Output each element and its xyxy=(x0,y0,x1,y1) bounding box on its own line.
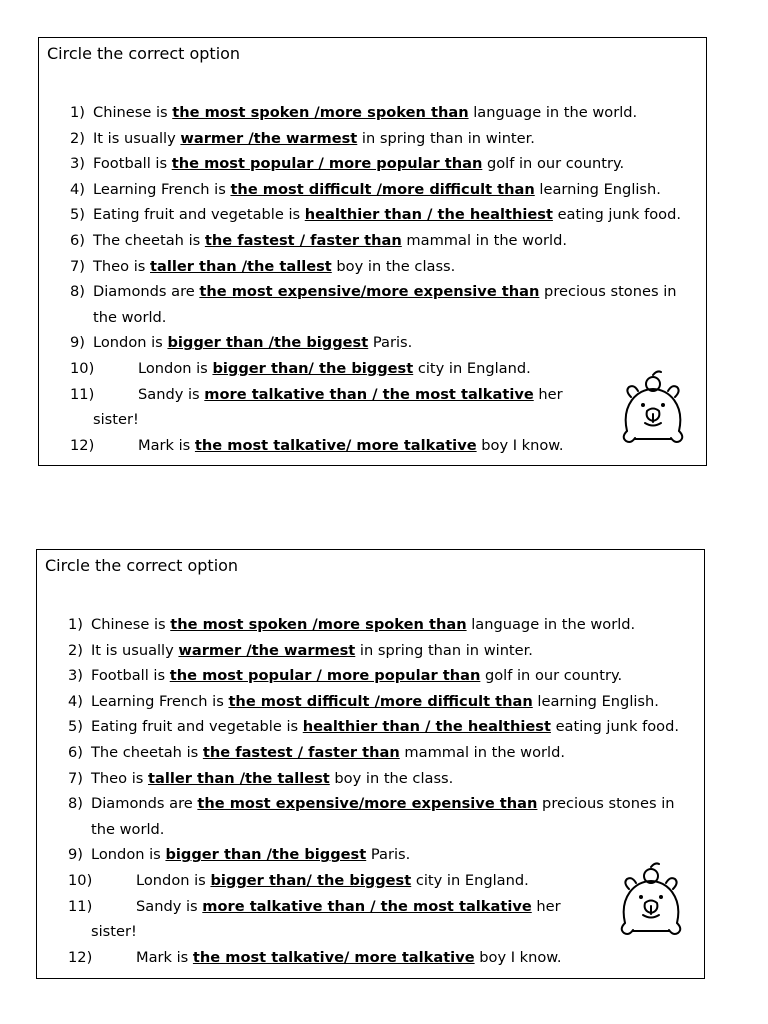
question-number: 6) xyxy=(70,231,85,249)
question-sentence xyxy=(138,382,563,408)
answer-options[interactable]: more talkative than / the most talkative xyxy=(202,897,532,915)
sentence-start: Mark is xyxy=(138,436,195,454)
sentence-end: in spring than in winter. xyxy=(357,129,535,147)
answer-options[interactable]: the most spoken /more spoken than xyxy=(170,616,467,633)
question-continuation xyxy=(39,305,729,331)
question-number: 2) xyxy=(70,129,85,147)
question-sentence xyxy=(93,126,535,152)
question-item xyxy=(39,279,729,305)
question-number: 7) xyxy=(68,769,83,787)
sentence-start: Eating fruit and vegetable is xyxy=(93,206,305,224)
question-sentence xyxy=(136,894,561,920)
question-sentence xyxy=(93,228,567,254)
question-number: 8) xyxy=(70,283,85,301)
question-item xyxy=(39,100,729,126)
sentence-start: Sandy is xyxy=(136,897,203,915)
answer-options[interactable]: the most expensive/more expensive than xyxy=(199,283,540,301)
sentence-start: The cheetah is xyxy=(93,231,205,249)
question-item xyxy=(37,612,727,638)
answer-options[interactable]: the most spoken /more spoken than xyxy=(172,104,469,121)
answer-options[interactable]: the most popular / more popular than xyxy=(171,155,483,173)
question-number: 9) xyxy=(68,846,83,864)
answer-options[interactable]: taller than /the tallest xyxy=(148,769,330,787)
sentence-end: precious stones in xyxy=(539,283,677,301)
question-item xyxy=(37,791,727,817)
answer-options[interactable]: warmer /the warmest xyxy=(180,129,358,147)
question-sentence xyxy=(91,714,679,740)
answer-options[interactable]: taller than /the tallest xyxy=(150,257,332,275)
sentence-end: learning English. xyxy=(532,692,659,710)
sentence-start: Learning French is xyxy=(93,180,231,198)
sentence-end: boy I know. xyxy=(474,948,562,966)
question-item xyxy=(39,126,729,152)
question-sentence xyxy=(91,689,659,715)
question-sentence xyxy=(91,663,622,689)
question-item xyxy=(39,177,729,203)
sentence-end: boy in the class. xyxy=(331,257,456,275)
question-number: 12) xyxy=(70,436,95,454)
sentence-end: precious stones in xyxy=(537,795,675,813)
sentence-start: Theo is xyxy=(91,769,149,787)
question-number: 4) xyxy=(68,692,83,710)
sentence-end: her xyxy=(531,897,561,915)
sentence-continuation: the world. xyxy=(93,308,167,326)
worksheet-title: Circle the correct option xyxy=(47,44,241,63)
sentence-start: It is usually xyxy=(91,641,179,659)
sentence-start: The cheetah is xyxy=(91,743,203,761)
sentence-start: Chinese is xyxy=(91,616,171,633)
sentence-start: Diamonds are xyxy=(91,795,198,813)
question-item xyxy=(37,689,727,715)
question-item xyxy=(37,766,727,792)
question-item xyxy=(39,202,729,228)
question-item xyxy=(37,740,727,766)
sentence-end: golf in our country. xyxy=(480,667,623,685)
sentence-continuation: the world. xyxy=(91,820,165,838)
question-sentence xyxy=(91,791,675,817)
answer-options[interactable]: the most expensive/more expensive than xyxy=(197,795,538,813)
question-number: 10) xyxy=(70,359,95,377)
sentence-start: Mark is xyxy=(136,948,193,966)
sentence-end: eating junk food. xyxy=(550,718,679,736)
question-number: 11) xyxy=(70,385,95,403)
question-number: 5) xyxy=(70,206,85,224)
capybara-with-orange-icon xyxy=(615,861,687,941)
question-number: 8) xyxy=(68,795,83,813)
answer-options[interactable]: the most popular / more popular than xyxy=(169,667,481,685)
sentence-end: mammal in the world. xyxy=(399,743,566,761)
question-sentence xyxy=(93,279,677,305)
question-sentence xyxy=(136,945,562,971)
sentence-start: London is xyxy=(91,846,166,864)
question-number: 9) xyxy=(70,334,85,352)
question-item xyxy=(37,638,727,664)
question-item xyxy=(39,151,729,177)
sentence-end: city in England. xyxy=(413,359,531,377)
sentence-start: London is xyxy=(93,334,168,352)
question-sentence xyxy=(91,612,635,638)
answer-options[interactable]: the fastest / faster than xyxy=(202,743,400,761)
question-item xyxy=(37,663,727,689)
worksheet-title: Circle the correct option xyxy=(45,556,239,575)
question-sentence xyxy=(138,433,564,459)
sentence-end: boy in the class. xyxy=(329,769,454,787)
question-item xyxy=(39,228,729,254)
sentence-start: Sandy is xyxy=(138,385,205,403)
answer-options[interactable]: the most difficult /more difficult than xyxy=(228,692,533,710)
question-item xyxy=(39,330,729,356)
question-number: 4) xyxy=(70,180,85,198)
question-sentence xyxy=(91,638,533,664)
answer-options[interactable]: more talkative than / the most talkative xyxy=(204,385,534,403)
sentence-end: Paris. xyxy=(366,846,411,864)
sentence-start: London is xyxy=(136,871,211,889)
sentence-start: London is xyxy=(138,359,213,377)
sentence-end: learning English. xyxy=(534,180,661,198)
answer-options[interactable]: the fastest / faster than xyxy=(204,231,402,249)
question-number: 2) xyxy=(68,641,83,659)
sentence-continuation: sister! xyxy=(91,923,137,941)
question-number: 12) xyxy=(68,948,93,966)
question-sentence xyxy=(93,254,455,280)
sentence-start: Theo is xyxy=(93,257,151,275)
question-number: 6) xyxy=(68,743,83,761)
question-item xyxy=(39,254,729,280)
sentence-end: mammal in the world. xyxy=(401,231,568,249)
sentence-start: Eating fruit and vegetable is xyxy=(91,718,303,736)
answer-options[interactable]: the most talkative/ more talkative xyxy=(194,436,477,454)
question-number: 7) xyxy=(70,257,85,275)
question-item xyxy=(37,945,727,971)
question-sentence xyxy=(138,356,531,382)
question-number: 10) xyxy=(68,871,93,889)
sentence-start: Learning French is xyxy=(91,692,229,710)
answer-options[interactable]: bigger than /the biggest xyxy=(165,846,367,864)
sentence-start: Chinese is xyxy=(93,104,173,121)
answer-options[interactable]: bigger than/ the biggest xyxy=(210,871,412,889)
sentence-end: language in the world. xyxy=(468,104,638,121)
question-sentence xyxy=(93,100,637,126)
question-number: 3) xyxy=(68,667,83,685)
question-number: 5) xyxy=(68,718,83,736)
question-sentence xyxy=(93,330,412,356)
worksheet-2 xyxy=(36,549,705,979)
sentence-end: boy I know. xyxy=(476,436,564,454)
sentence-end: language in the world. xyxy=(466,616,636,633)
answer-options[interactable]: healthier than / the healthiest xyxy=(302,718,551,736)
question-number: 11) xyxy=(68,897,93,915)
question-sentence xyxy=(91,842,410,868)
sentence-end: her xyxy=(533,385,563,403)
question-sentence xyxy=(93,151,624,177)
sentence-end: golf in our country. xyxy=(482,155,625,173)
answer-options[interactable]: bigger than/ the biggest xyxy=(212,359,414,377)
capybara-with-orange-icon xyxy=(617,369,689,449)
sentence-start: Football is xyxy=(91,667,170,685)
question-continuation xyxy=(37,817,727,843)
question-number: 1) xyxy=(70,104,85,121)
question-sentence xyxy=(91,740,565,766)
question-sentence xyxy=(136,868,529,894)
sentence-end: Paris. xyxy=(368,334,413,352)
sentence-start: It is usually xyxy=(93,129,181,147)
sentence-end: city in England. xyxy=(411,871,529,889)
question-number: 1) xyxy=(68,616,83,633)
answer-options[interactable]: healthier than / the healthiest xyxy=(304,206,553,224)
sentence-end: eating junk food. xyxy=(552,206,681,224)
question-sentence xyxy=(93,177,661,203)
answer-options[interactable]: warmer /the warmest xyxy=(178,641,356,659)
question-sentence xyxy=(93,202,681,228)
worksheet-1 xyxy=(38,37,707,466)
sentence-end: in spring than in winter. xyxy=(355,641,533,659)
answer-options[interactable]: the most talkative/ more talkative xyxy=(192,948,475,966)
question-sentence xyxy=(91,766,453,792)
question-item xyxy=(37,714,727,740)
answer-options[interactable]: the most difficult /more difficult than xyxy=(230,180,535,198)
sentence-start: Football is xyxy=(93,155,172,173)
sentence-start: Diamonds are xyxy=(93,283,200,301)
answer-options[interactable]: bigger than /the biggest xyxy=(167,334,369,352)
sentence-continuation: sister! xyxy=(93,411,139,429)
question-number: 3) xyxy=(70,155,85,173)
